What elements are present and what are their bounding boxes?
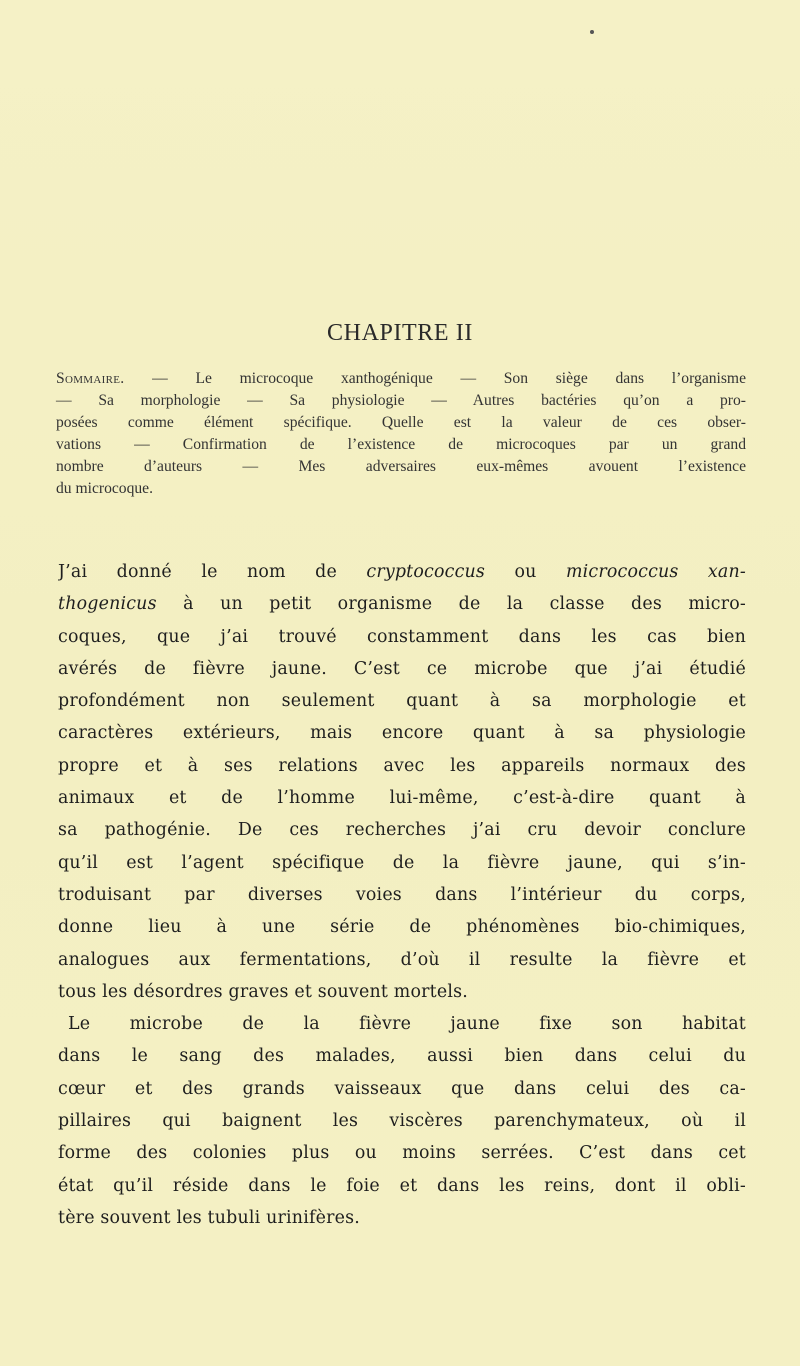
body-line: qu’il est l’agent spécifique de la fièvre jaune, qui s’in- bbox=[58, 852, 746, 873]
body-line: donne lieu à une série de phénomènes bio-chimiques, bbox=[58, 917, 746, 938]
summary-line: du microcoque. bbox=[56, 480, 153, 497]
body-text-run: ou bbox=[485, 562, 566, 582]
body-line: caractères extérieurs, mais encore quant à sa physiologie bbox=[58, 723, 746, 744]
summary-lead: Sommaire. bbox=[56, 370, 125, 387]
chapter-summary bbox=[56, 368, 746, 500]
body-line: tous les désordres graves et souvent mortels. bbox=[58, 981, 468, 1002]
body-line: profondément non seulement quant à sa morphologie et bbox=[58, 691, 746, 712]
body-line: cœur et des grands vaisseaux que dans celui des ca- bbox=[58, 1078, 746, 1099]
body-line bbox=[58, 556, 746, 588]
body-line: propre et à ses relations avec les appareils normaux des bbox=[58, 755, 746, 776]
italic-term: micrococcus xan- bbox=[565, 562, 746, 582]
chapter-title: CHAPITRE II bbox=[327, 320, 473, 346]
summary-line bbox=[56, 368, 746, 390]
body-line: coques, que j’ai trouvé constamment dans les cas bien bbox=[58, 626, 746, 647]
body-line: avérés de fièvre jaune. C’est ce microbe que j’ai étudié bbox=[58, 658, 746, 679]
body-line: Le microbe de la fièvre jaune fixe son habitat bbox=[68, 1014, 746, 1035]
summary-line: vations — Confirmation de l’existence de microcoques par un grand bbox=[56, 436, 746, 453]
body-text-run: J’ai donné le nom de bbox=[58, 562, 367, 582]
summary-line: posées comme élément spécifique. Quelle est la valeur de ces obser- bbox=[56, 414, 746, 431]
body-line: pillaires qui baignent les viscères parenchymateux, où il bbox=[58, 1111, 746, 1132]
body-line: analogues aux fermentations, d’où il resulte la fièvre et bbox=[58, 949, 746, 970]
summary-line: nombre d’auteurs — Mes adversaires eux-mêmes avouent l’existence bbox=[56, 458, 746, 475]
body-line: dans le sang des malades, aussi bien dans celui du bbox=[58, 1046, 746, 1067]
body-line: forme des colonies plus ou moins serrées. C’est dans cet bbox=[58, 1143, 746, 1164]
body-line bbox=[58, 588, 746, 620]
body-line: animaux et de l’homme lui-même, c’est-à-dire quant à bbox=[58, 788, 746, 809]
italic-term: thogenicus bbox=[58, 594, 157, 615]
summary-line-text: — Le microcoque xanthogénique — Son siège dans l’organisme bbox=[124, 370, 746, 387]
summary-line: — Sa morphologie — Sa physiologie — Autres bactéries qu’on a pro- bbox=[56, 392, 746, 409]
italic-term: cryptococcus bbox=[366, 562, 486, 582]
body-line: état qu’il réside dans le foie et dans les reins, dont il obli- bbox=[58, 1175, 746, 1196]
body-line: sa pathogénie. De ces recherches j’ai cru devoir conclure bbox=[58, 820, 746, 841]
body-line: troduisant par diverses voies dans l’intérieur du corps, bbox=[58, 884, 746, 905]
body-text-run: à un petit organisme de la classe des micro- bbox=[156, 594, 746, 615]
body-line: tère souvent les tubuli urinifères. bbox=[58, 1207, 360, 1228]
ink-speck bbox=[590, 30, 594, 34]
chapter-body bbox=[58, 556, 746, 1234]
